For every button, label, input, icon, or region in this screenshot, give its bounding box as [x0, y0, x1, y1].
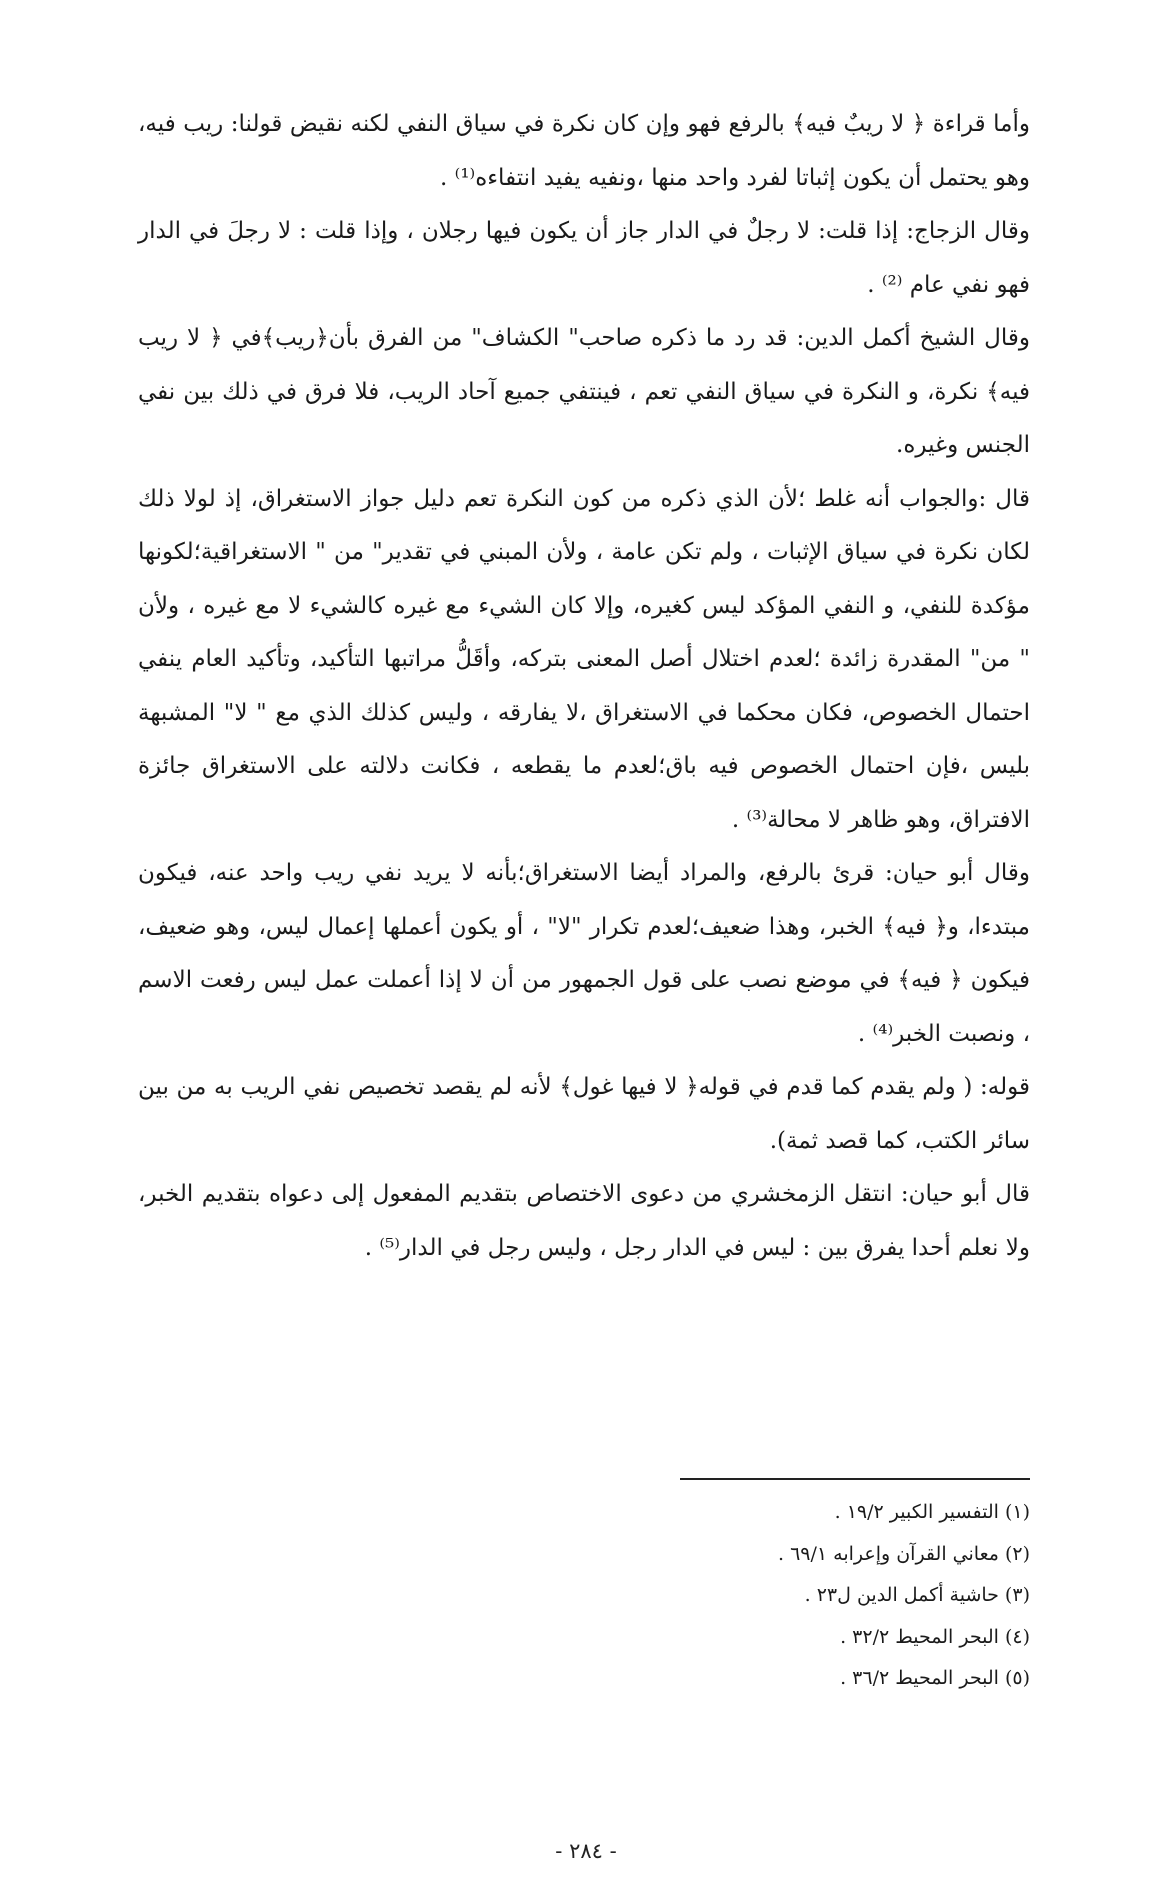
paragraph-1: وأما قراءة ﴿ لا ريبٌ فيه﴾ بالرفع فهو وإن كان نكرة في سياق النفي لكنه نقيض قولنا: ريب فيه، وهو يحتمل أن يكون إثباتا لفرد واحد منها ،ونفيه يفيد انتفاءه⁽¹⁾ .: [138, 111, 1030, 191]
page-number: - ٢٨٤ -: [555, 1839, 617, 1863]
footnote-2: (٢) معاني القرآن وإعرابه ٦٩/١ .: [777, 1542, 1030, 1565]
footnote-4: (٤) البحر المحيط ٣٢/٢ .: [840, 1625, 1030, 1648]
footnote-3: (٣) حاشية أكمل الدين ل٢٣ .: [804, 1584, 1030, 1606]
paragraph-2: وقال الزجاج: إذا قلت: لا رجلٌ في الدار جاز أن يكون فيها رجلان ، وإذا قلت : لا رجلَ في الدار فهو نفي عام ⁽²⁾ .: [138, 218, 1030, 298]
paragraph-4: قال :والجواب أنه غلط ؛لأن الذي ذكره من كون النكرة تعم دليل جواز الاستغراق، إذ لولا ذلك لكان نكرة في سياق الإثبات ، ولم تكن عامة ، ولأن المبني في تقدير" من " الاستغراقية؛لكونها مؤكدة للنفي، و النفي المؤكد ليس كغيره، وإلا كان الشيء مع غيره كالشيء لا مع غيره ، ولأن " من" المقدرة زائدة ؛لعدم اختلال أصل المعنى بتركه، وأقَلُّ مراتبها التأكيد، وتأكيد العام ينفي احتمال الخصوص، فكان محكما في الاستغراق ،لا يفارقه ، وليس كذلك الذي مع " لا" المشبهة بليس ،فإن احتمال الخصوص فيه باق؛لعدم ما يقطعه ، فكانت دلالته على الاستغراق جائزة الافتراق، وهو ظاهر لا محالة⁽³⁾ .: [138, 485, 1030, 833]
main-text: [138, 98, 1030, 1275]
footnote-1: (١) التفسير الكبير ١٩/٢ .: [834, 1501, 1030, 1523]
footnote-separator: [680, 1478, 1030, 1480]
paragraph-3: وقال الشيخ أكمل الدين: قد رد ما ذكره صاحب" الكشاف" من الفرق بأن﴿ريب﴾في ﴿ لا ريب فيه﴾ نكرة، و النكرة في سياق النفي تعم ، فينتفي جميع آحاد الريب، فلا فرق في ذلك بين نفي الجنس وغيره.: [138, 325, 1030, 458]
footnotes: [500, 1492, 1030, 1700]
footnote-5: (٥) البحر المحيط ٣٦/٢ .: [840, 1667, 1030, 1689]
paragraph-7: قال أبو حيان: انتقل الزمخشري من دعوى الاختصاص بتقديم المفعول إلى دعواه بتقديم الخبر، ولا نعلم أحدا يفرق بين : ليس في الدار رجل ، وليس رجل في الدار⁽⁵⁾ .: [138, 1181, 1030, 1261]
paragraph-6: قوله: ( ولم يقدم كما قدم في قوله﴿ لا فيها غول﴾ لأنه لم يقصد تخصيص نفي الريب به من بين سائر الكتب، كما قصد ثمة).: [138, 1074, 1030, 1154]
paragraph-5: وقال أبو حيان: قرئ بالرفع، والمراد أيضا الاستغراق؛بأنه لا يريد نفي ريب واحد عنه، فيكون مبتدءا، و﴿ فيه﴾ الخبر، وهذا ضعيف؛لعدم تكرار "لا" ، أو يكون أعملها إعمال ليس، وهو ضعيف، فيكون ﴿ فيه﴾ في موضع نصب على قول الجمهور من أن لا إذا أعملت عمل ليس رفعت الاسم ، ونصبت الخبر⁽⁴⁾ .: [138, 860, 1030, 1047]
